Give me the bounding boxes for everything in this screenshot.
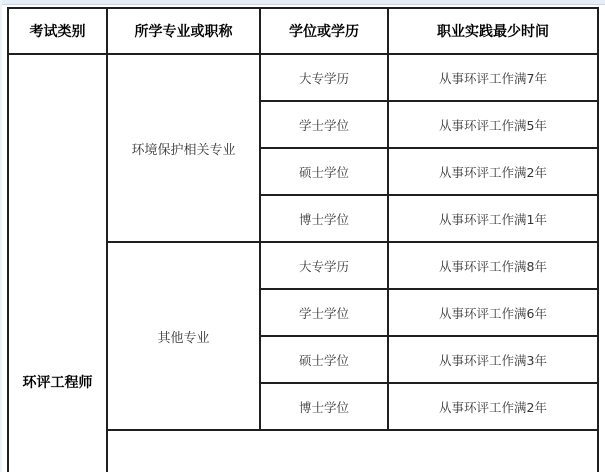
degree-cell: 学士学位 — [260, 289, 388, 336]
category-cell: 环评工程师 — [8, 54, 107, 472]
degree-cell: 博士学位 — [260, 195, 388, 242]
time-cell: 从事环评工作满2年 — [388, 148, 598, 195]
header-major-or-title: 所学专业或职称 — [107, 8, 260, 54]
header-exam-category: 考试类别 — [8, 8, 107, 54]
degree-cell: 大专学历 — [260, 54, 388, 101]
header-degree-or-education: 学位或学历 — [260, 8, 388, 54]
time-cell: 从事环评工作满1年 — [388, 195, 598, 242]
time-cell: 从事环评工作满3年 — [388, 336, 598, 383]
major-group-other: 其他专业 — [107, 242, 260, 430]
major-group-env-protection: 环境保护相关专业 — [107, 54, 260, 242]
exam-requirements-table — [7, 7, 599, 472]
header-row — [8, 8, 598, 54]
time-cell: 从事环评工作满7年 — [388, 54, 598, 101]
header-min-practice-time: 职业实践最少时间 — [388, 8, 598, 54]
time-cell: 从事环评工作满2年 — [388, 383, 598, 430]
time-cell: 从事环评工作满5年 — [388, 101, 598, 148]
degree-cell: 博士学位 — [260, 383, 388, 430]
degree-cell: 硕士学位 — [260, 336, 388, 383]
degree-cell: 大专学历 — [260, 242, 388, 289]
table-row — [8, 54, 598, 101]
left-edge-line — [0, 0, 2, 472]
time-cell: 从事环评工作满6年 — [388, 289, 598, 336]
time-cell: 从事环评工作满8年 — [388, 242, 598, 289]
partial-merged-cell — [107, 430, 598, 472]
degree-cell: 硕士学位 — [260, 148, 388, 195]
degree-cell: 学士学位 — [260, 101, 388, 148]
top-divider — [0, 0, 605, 5]
